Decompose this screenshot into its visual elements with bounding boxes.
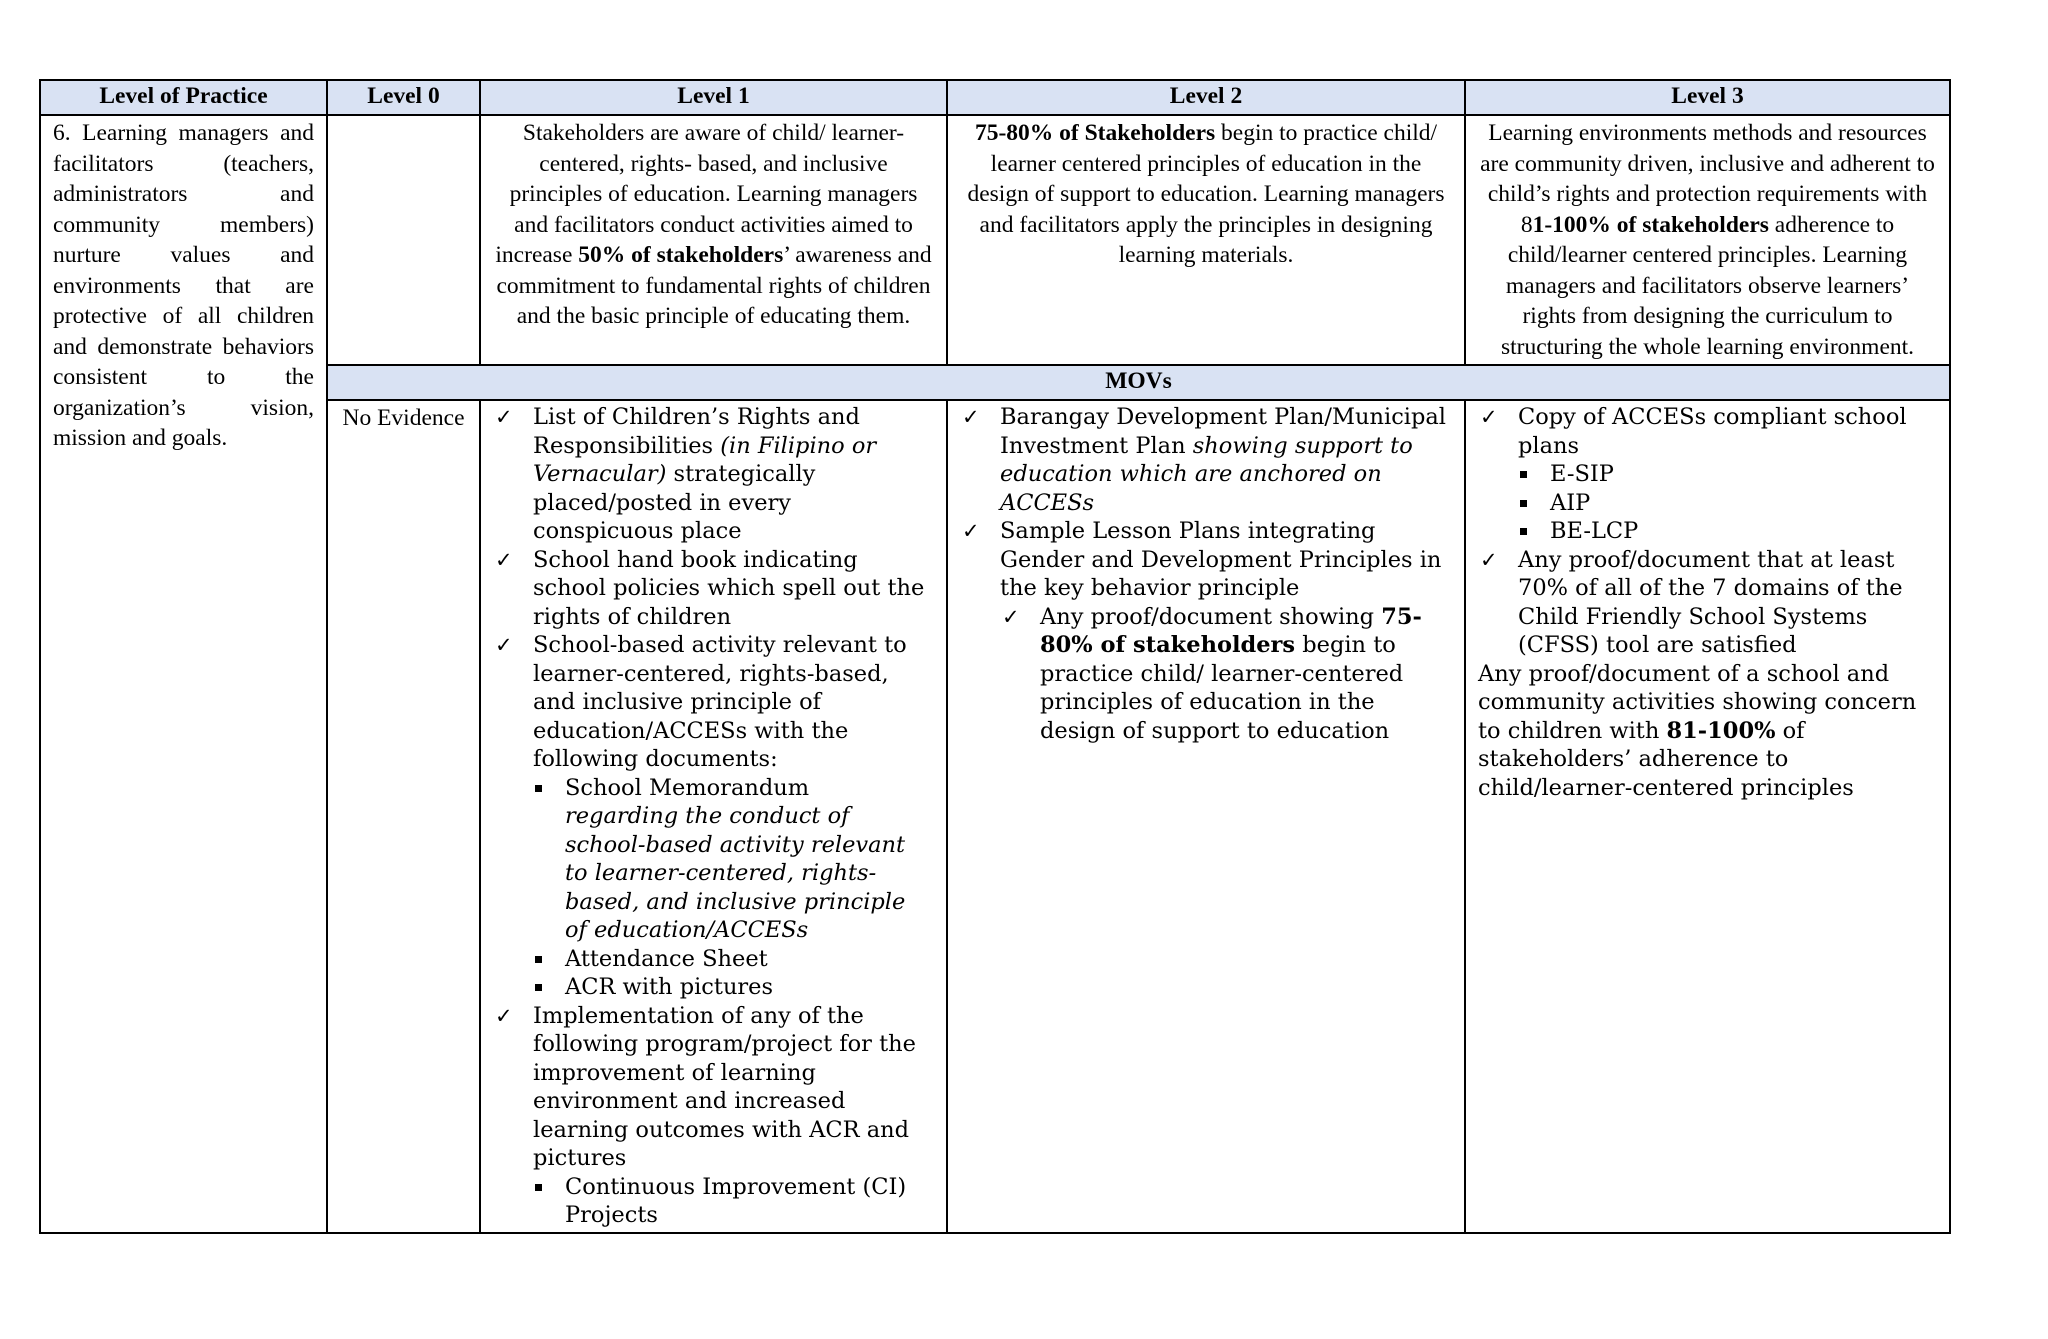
level2-mov-item1-text: Barangay Development Plan/Municipal Investment Plan <box>1000 404 1447 459</box>
level-of-practice-cell <box>40 115 327 1233</box>
level2-desc-highlight: 75-80% of Stakeholders <box>974 120 1216 146</box>
movs-header: MOVs <box>327 365 1950 400</box>
level3-mov-sub3-text: BE-LCP <box>1550 518 1639 544</box>
level1-mov-item2-text: School hand book indicating school policies which spell out the rights of children <box>533 546 925 630</box>
level1-mov-item1-text-end: strategically placed/posted in every conspicuous place <box>533 461 816 544</box>
level3-mov-list <box>1478 403 1937 660</box>
level1-mov-item3-text: School-based activity relevant to learner-centered, rights-based, and inclusive principle of education/ACCESs with the following documents: <box>533 632 907 772</box>
level1-mov-cell <box>480 400 947 1233</box>
level3-description-cell <box>1465 115 1950 365</box>
level3-mov-item1-sublist <box>1518 460 1937 546</box>
level1-mov-sub2-text: Attendance Sheet <box>565 945 768 972</box>
level0-description-cell <box>327 115 480 365</box>
check-icon: ✓ <box>495 405 513 429</box>
level3-mov-para-highlight: 81-100% <box>1666 717 1776 744</box>
check-icon: ✓ <box>1480 547 1498 572</box>
level1-description-cell <box>480 115 947 365</box>
level3-mov-para-text-end: of stakeholders’ adherence to child/learner-centered principles <box>1478 717 1854 801</box>
level1-mov-list <box>493 403 934 1230</box>
level2-mov-item1-italic: showing support to education which are anchored on ACCESs <box>1000 432 1413 516</box>
level1-mov-item1-text: List of Children’s Rights and Responsibilities <box>533 404 860 459</box>
check-icon: ✓ <box>962 519 980 543</box>
rubric-sheet <box>39 79 1949 1234</box>
level3-mov-sub2-text: AIP <box>1550 489 1591 516</box>
list-item <box>493 403 934 546</box>
header-level-of-practice: Level of Practice <box>40 80 327 115</box>
level1-mov-item1-italic: (in Filipino or Vernacular) <box>533 432 877 487</box>
level-of-practice-text: 6. Learning managers and facilitators (teachers, administrators and community members) nurture values and environments that are protective of all children and demonstrate behaviors consistent to the organization’s vision, mission and goals. <box>53 120 314 451</box>
list-item <box>1518 489 1937 518</box>
level2-mov-cell <box>947 400 1465 1233</box>
level2-mov-item2-sublist <box>1000 603 1452 746</box>
level0-no-evidence: No Evidence <box>342 405 465 431</box>
header-row <box>40 80 1950 115</box>
square-bullet-icon <box>535 956 542 963</box>
square-bullet-icon <box>535 785 542 792</box>
list-item <box>1478 403 1937 546</box>
level1-mov-sub3-text: ACR with pictures <box>565 974 774 1000</box>
square-bullet-icon <box>535 984 542 991</box>
level1-mov-item4-text: Implementation of any of the following program/project for the improvement of learning environment and increased learning outcomes with ACR and pictures <box>533 1002 916 1171</box>
header-level-0: Level 0 <box>327 80 480 115</box>
level1-mov-item4-sublist <box>533 1173 934 1230</box>
list-item <box>1478 546 1937 660</box>
check-icon: ✓ <box>495 633 513 657</box>
level1-mov-item3-sublist <box>533 774 934 1002</box>
list-item <box>1518 517 1937 546</box>
level0-mov-cell <box>327 400 480 1233</box>
list-item <box>533 945 934 974</box>
level2-mov-sub1-highlight: 75-80% of stakeholders <box>1040 603 1422 658</box>
level1-mov-sub1-text: School Memorandum <box>565 774 810 801</box>
rubric-table <box>39 79 1951 1234</box>
level1-mov-item4-sub1-text: Continuous Improvement (CI) Projects <box>565 1173 907 1228</box>
level2-mov-sub1-text-end: begin to practice child/ learner-centered principles of education in the design of support to education <box>1040 632 1404 744</box>
list-item <box>493 631 934 1002</box>
level1-desc-part-a: Stakeholders are aware of child/ learner-centered, rights- based, and inclusive principles of education. Learning managers and facilitators conduct activities aimed to increase <box>495 120 918 268</box>
level3-mov-sub1-text: E-SIP <box>1550 461 1614 487</box>
level3-desc-part-c: adherence to child/learner centered principles. Learning managers and facilitators observe learners’ rights from designing the curriculum to structuring the whole learning environment. <box>1500 211 1915 360</box>
square-bullet-icon <box>1520 500 1527 507</box>
level3-mov-cell <box>1465 400 1950 1233</box>
level2-mov-sub1-text: Any proof/document showing <box>1040 603 1382 630</box>
level2-mov-item2-text: Sample Lesson Plans integrating Gender and Development Principles in the key behavior principle <box>1000 518 1442 601</box>
square-bullet-icon <box>535 1184 542 1191</box>
level2-description-cell <box>947 115 1465 365</box>
movs-row <box>40 400 1950 1233</box>
header-level-1: Level 1 <box>480 80 947 115</box>
level3-mov-item1-text: Copy of ACCESs compliant school plans <box>1518 404 1907 459</box>
list-item <box>960 403 1452 517</box>
list-item <box>533 1173 934 1230</box>
list-item <box>493 1002 934 1230</box>
level3-desc-part-a: Learning environments methods and resources are community driven, inclusive and adherent to child’s rights and protection requirements with 8 <box>1480 120 1935 238</box>
movs-header-row <box>40 365 1950 400</box>
level1-desc-highlight: 50% of stakeholders <box>578 242 784 268</box>
description-row <box>40 115 1950 365</box>
level2-desc-part-b: begin to practice child/ learner centered principles of education in the design of support to education. Learning managers and facilitators apply the principles in designing learning materials. <box>967 120 1445 268</box>
list-item <box>533 774 934 945</box>
list-item <box>533 973 934 1002</box>
list-item <box>960 517 1452 745</box>
level3-mov-paragraph <box>1478 660 1937 803</box>
list-item <box>493 546 934 632</box>
header-level-2: Level 2 <box>947 80 1465 115</box>
level2-mov-list <box>960 403 1452 745</box>
square-bullet-icon <box>1520 471 1527 478</box>
list-item <box>1000 603 1452 746</box>
level3-mov-para-text: Any proof/document of a school and community activities showing concern to children with <box>1478 660 1917 744</box>
check-icon: ✓ <box>495 547 513 572</box>
header-level-3: Level 3 <box>1465 80 1950 115</box>
level1-desc-part-c: ’ awareness and commitment to fundamental rights of children and the basic principle of educating them. <box>496 242 932 329</box>
level3-desc-highlight: 1-100% of stakeholders <box>1532 211 1769 238</box>
check-icon: ✓ <box>495 1003 513 1028</box>
check-icon: ✓ <box>1002 604 1020 629</box>
square-bullet-icon <box>1520 528 1527 535</box>
level3-mov-item2-text: Any proof/document that at least 70% of all of the 7 domains of the Child Friendly School Systems (CFSS) tool are satisfied <box>1518 546 1903 658</box>
list-item <box>1518 460 1937 489</box>
level1-mov-sub1-italic: regarding the conduct of school-based activity relevant to learner-centered, rights-based, and inclusive principle of education/ACCESs <box>565 803 906 943</box>
check-icon: ✓ <box>1480 405 1498 429</box>
check-icon: ✓ <box>962 405 980 429</box>
